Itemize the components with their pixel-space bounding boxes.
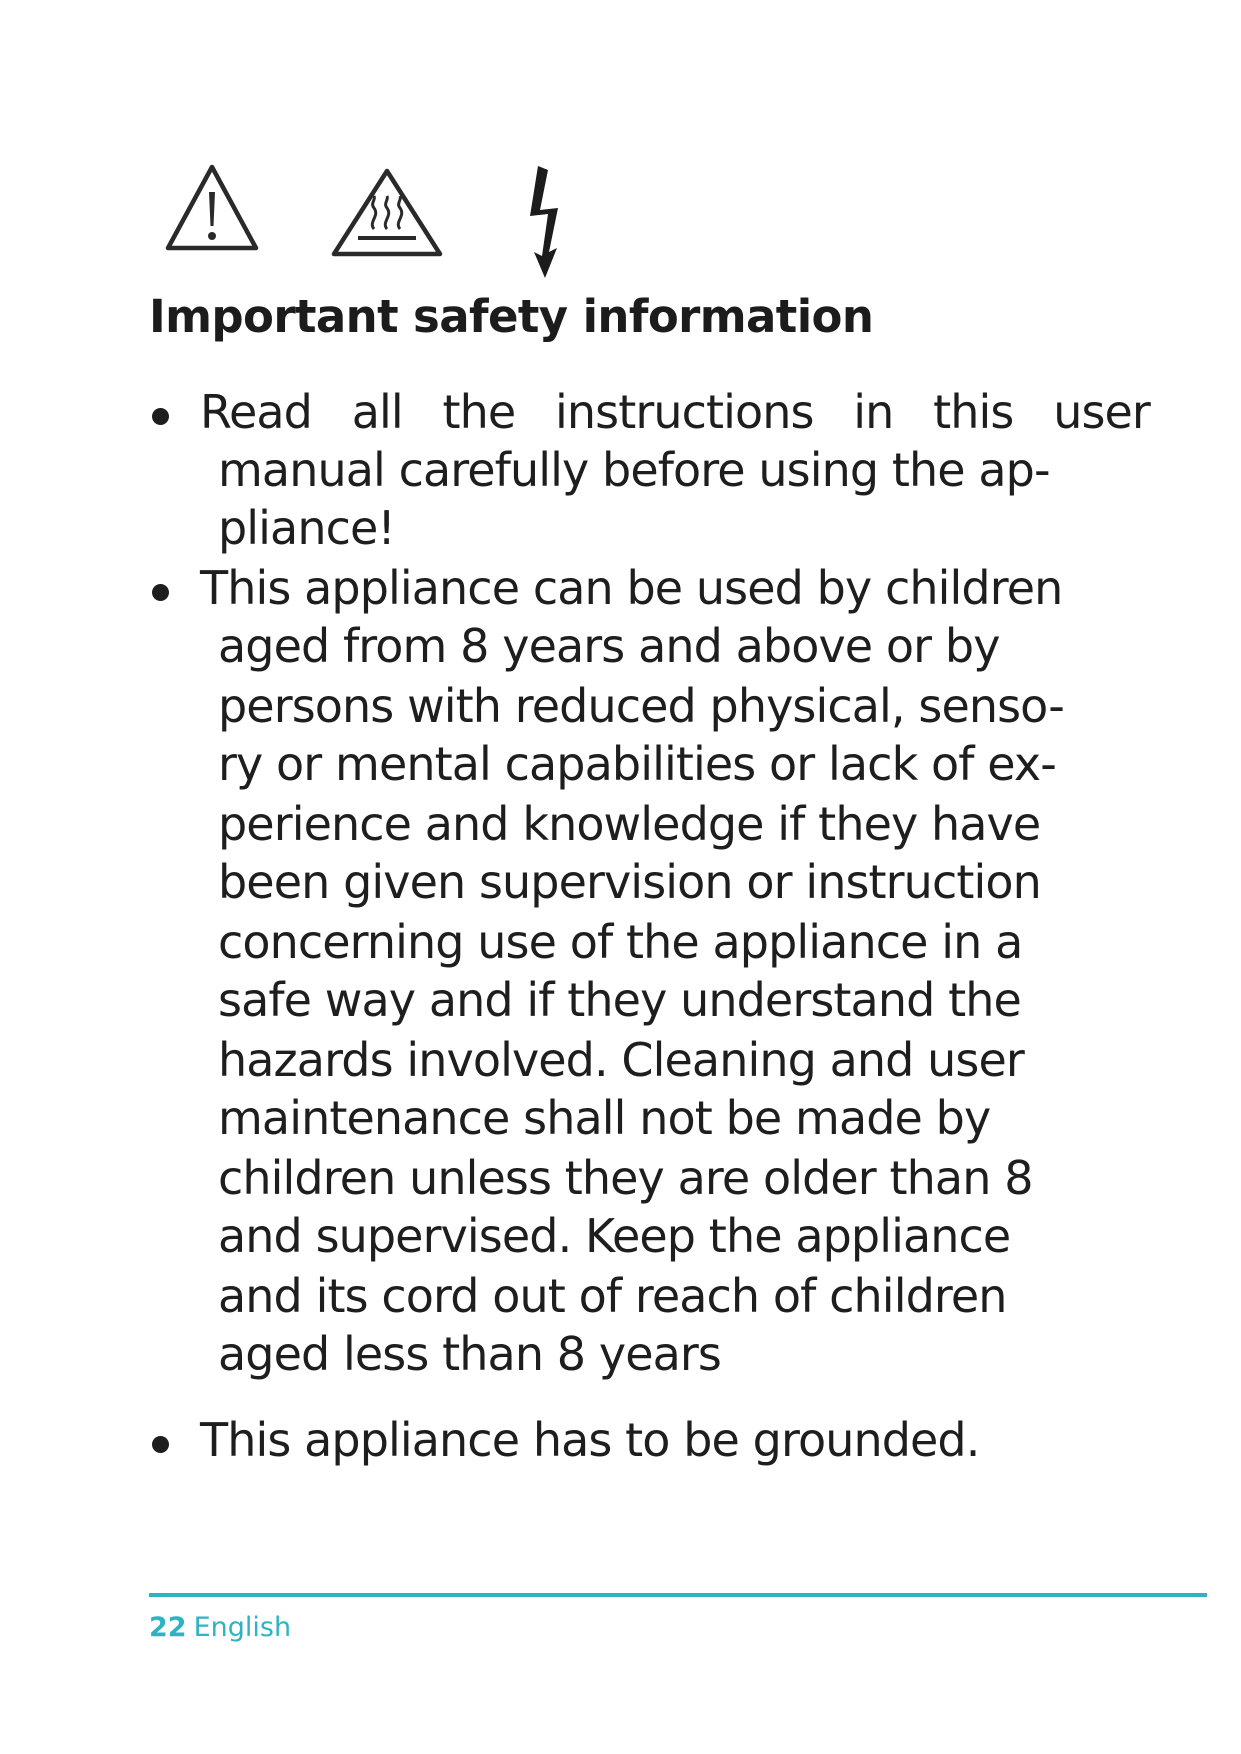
bullet-text-line: This appliance can be used by children bbox=[200, 561, 1063, 615]
bullet-text-line: Read all the instructions in this user bbox=[200, 385, 1150, 439]
electric-hazard-icon bbox=[522, 164, 568, 280]
bullet-text-line: pliance! bbox=[218, 501, 395, 555]
bullet-dot-icon bbox=[152, 1436, 169, 1453]
bullet-text-line: maintenance shall not be made by bbox=[218, 1091, 991, 1145]
bullet-text-line: manual carefully before using the ap- bbox=[218, 443, 1050, 497]
bullet-text-line: children unless they are older than 8 bbox=[218, 1151, 1033, 1205]
bullet-text-line: ry or mental capabilities or lack of ex- bbox=[218, 737, 1056, 791]
bullet-text-line: hazards involved. Cleaning and user bbox=[218, 1033, 1024, 1087]
bullet-dot-icon bbox=[152, 584, 169, 601]
hazard-icon-row bbox=[164, 160, 624, 285]
bullet-text-line: aged from 8 years and above or by bbox=[218, 619, 1000, 673]
page-footer bbox=[149, 1612, 291, 1643]
bullet-text-line: concerning use of the appliance in a bbox=[218, 915, 1023, 969]
footer-divider bbox=[149, 1593, 1207, 1597]
bullet-text-line: and supervised. Keep the appliance bbox=[218, 1209, 1011, 1263]
bullet-text-line: been given supervision or instruction bbox=[218, 855, 1041, 909]
page-heading: Important safety information bbox=[149, 290, 874, 343]
page-number: 22 bbox=[149, 1612, 187, 1643]
warning-triangle-icon bbox=[164, 162, 260, 254]
bullet-text-line: safe way and if they understand the bbox=[218, 973, 1021, 1027]
footer-language: English bbox=[193, 1612, 292, 1643]
bullet-text-line: aged less than 8 years bbox=[218, 1327, 721, 1381]
bullet-text-line: This appliance has to be grounded. bbox=[200, 1413, 980, 1467]
hot-surface-icon bbox=[328, 166, 446, 262]
bullet-text-line: perience and knowledge if they have bbox=[218, 797, 1041, 851]
bullet-text-line: persons with reduced physical, senso- bbox=[218, 679, 1064, 733]
bullet-dot-icon bbox=[152, 408, 169, 425]
bullet-text-line: and its cord out of reach of children bbox=[218, 1269, 1007, 1323]
